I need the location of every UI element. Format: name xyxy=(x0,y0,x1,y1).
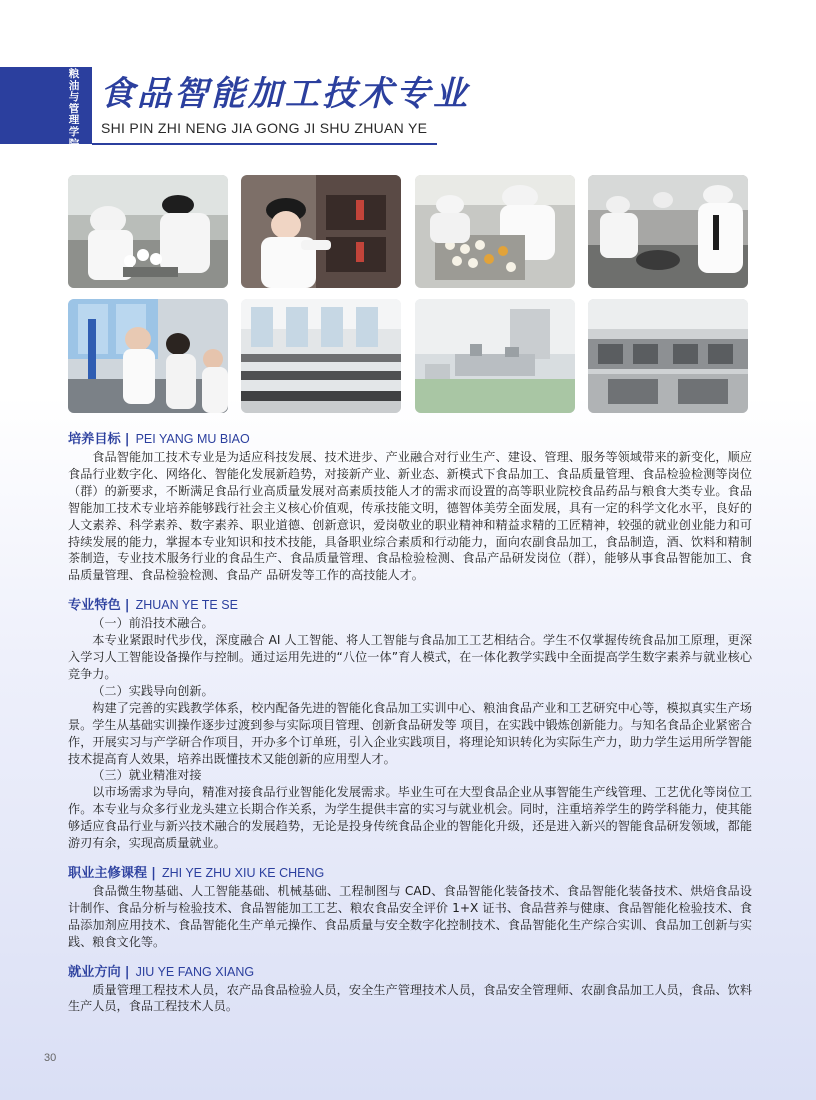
feature-subheading-2: （二）实践导向创新。 xyxy=(92,683,214,698)
career-paragraph: 质量管理工程技术人员，农产品食品检验人员，安全生产管理技术人员，食品安全管理师、农副食品加工人员，食品、饮料生产人员，食品工程技术人员。 xyxy=(68,982,752,1014)
feature-paragraph-1: 本专业紧跟时代步伐，深度融合 AI 人工智能、将人工智能与食品加工工艺相结合。学生不仅掌握传统食品加工原理，更深入学习人工智能设备操作与控制。通过运用先进的“八位一体”育人模式，在一体化教学实践中全面提高学生数字素养与就业核心竞争力。 xyxy=(68,633,752,681)
feature-subheading-1: （一）前沿技术融合。 xyxy=(92,616,214,631)
feature-subheading-3: （三）就业精准对接 xyxy=(92,768,202,783)
goal-paragraph: 食品智能加工技术专业是为适应科技发展、技术进步、产业融合对行业生产、建设、管理、服务等领域带来的新变化，顺应食品行业数字化、网络化、智能化发展新趋势，对接新产业、新业态、新模式下食品加工、食品质量管理、食品检验检测等岗位（群）的新要求，不断满足食品行业高质量发展对高素质技能人才的需求而设置的高等职业院校食品药品与粮食大类专业。食品智能加工技术专业培养能够践行社会主义核心价值观，传承技能文明，德智体美劳全面发展，具有一定的科学文化水平，良好的人文素养、科学素养、数字素养、职业道德、创新意识，爱岗敬业的职业精神和精益求精的工匠精神，较强的就业创业能力和可持续发展的能力，掌握本专业知识和技术技能，具备职业综合素质和行动能力，面向农副食品加工，食品制造，酒、饮料和精制茶制造，专业技术服务行业的食品生产、食品质量管理、食品检验检测、食品产品研发岗位（群），能够从事食品智能加工、食品质量管理、食品检验检测、食品产 品研发等工作的高技能人才。 xyxy=(68,450,752,583)
photo-laboratory-students xyxy=(68,299,228,413)
page-number: 30 xyxy=(44,1052,57,1064)
section-heading-career: 就业方向 | JIU YE FANG XIANG xyxy=(68,964,255,980)
page-title: 食品智能加工技术专业 xyxy=(100,74,470,114)
photo-grid xyxy=(68,175,748,413)
title-underline xyxy=(92,143,437,145)
photo-processing-workshop xyxy=(415,299,575,413)
section-heading-courses: 职业主修课程 | ZHI YE ZHU XIU KE CHENG xyxy=(68,865,325,881)
content-body xyxy=(68,430,752,1015)
photo-pastry-decorating xyxy=(415,175,575,288)
photo-students-testing xyxy=(68,175,228,288)
section-heading-goal: 培养目标 | PEI YANG MU BIAO xyxy=(68,432,250,447)
courses-paragraph: 食品微生物基础、人工智能基础、机械基础、工程制图与 CAD、食品智能化装备技术、食品智能化装备技术、烘焙食品设计制作、食品分析与检验技术、食品智能加工工艺、粮农食品安全评价 1+X 证书、食品营养与健康、食品智能化检验技术、食品添加剂应用技术、食品智能化生产单元操作、食品质量与安全数字化控制技术、食品智能化生产综合实训、食品加工创新与实践、粮食文化等。 xyxy=(68,883,752,949)
section-heading-feature: 专业特色 | ZHUAN YE TE SE xyxy=(68,598,238,614)
photo-kitchen-equipment xyxy=(588,299,748,413)
photo-training-lab xyxy=(241,299,401,413)
feature-paragraph-2: 构建了完善的实践教学体系，校内配备先进的智能化食品加工实训中心、粮油食品产业和工艺研究中心等，模拟真实生产场景。学生从基础实训操作逐步过渡到参与实际项目管理、创新食品研发等 项目，在实践中锻炼创新能力。与知名食品企业紧密合作，开展实习与产学研合作项目，开办多个订单班，引入企业实践项目，将理论知识转化为实际生产力，助力学生运用所学智能技术提高育人效果，培养出既懂技术又能创新的应用型人才。 xyxy=(68,700,752,766)
feature-paragraph-3: 以市场需求为导向，精准对接食品行业智能化发展需求。毕业生可在大型食品企业从事智能生产线管理、工艺优化等岗位工作。本专业与众多行业龙头建立长期合作关系，为学生提供丰富的实习与就业机会。同时，注重培养学生的跨学科能力，使其能够适应食品行业与新兴技术融合的发展趋势，无论是投身传统食品企业的智能化升级，还是进入新兴的智能食品研发领域，都能游刃有余，实现高质量就业。 xyxy=(68,785,752,851)
photo-oven-operation xyxy=(241,175,401,288)
photo-kitchen-cooking xyxy=(588,175,748,288)
college-label: 粮油与管理学院 xyxy=(68,68,80,150)
page-subtitle-pinyin: SHI PIN ZHI NENG JIA GONG JI SHU ZHUAN YE xyxy=(101,120,428,136)
